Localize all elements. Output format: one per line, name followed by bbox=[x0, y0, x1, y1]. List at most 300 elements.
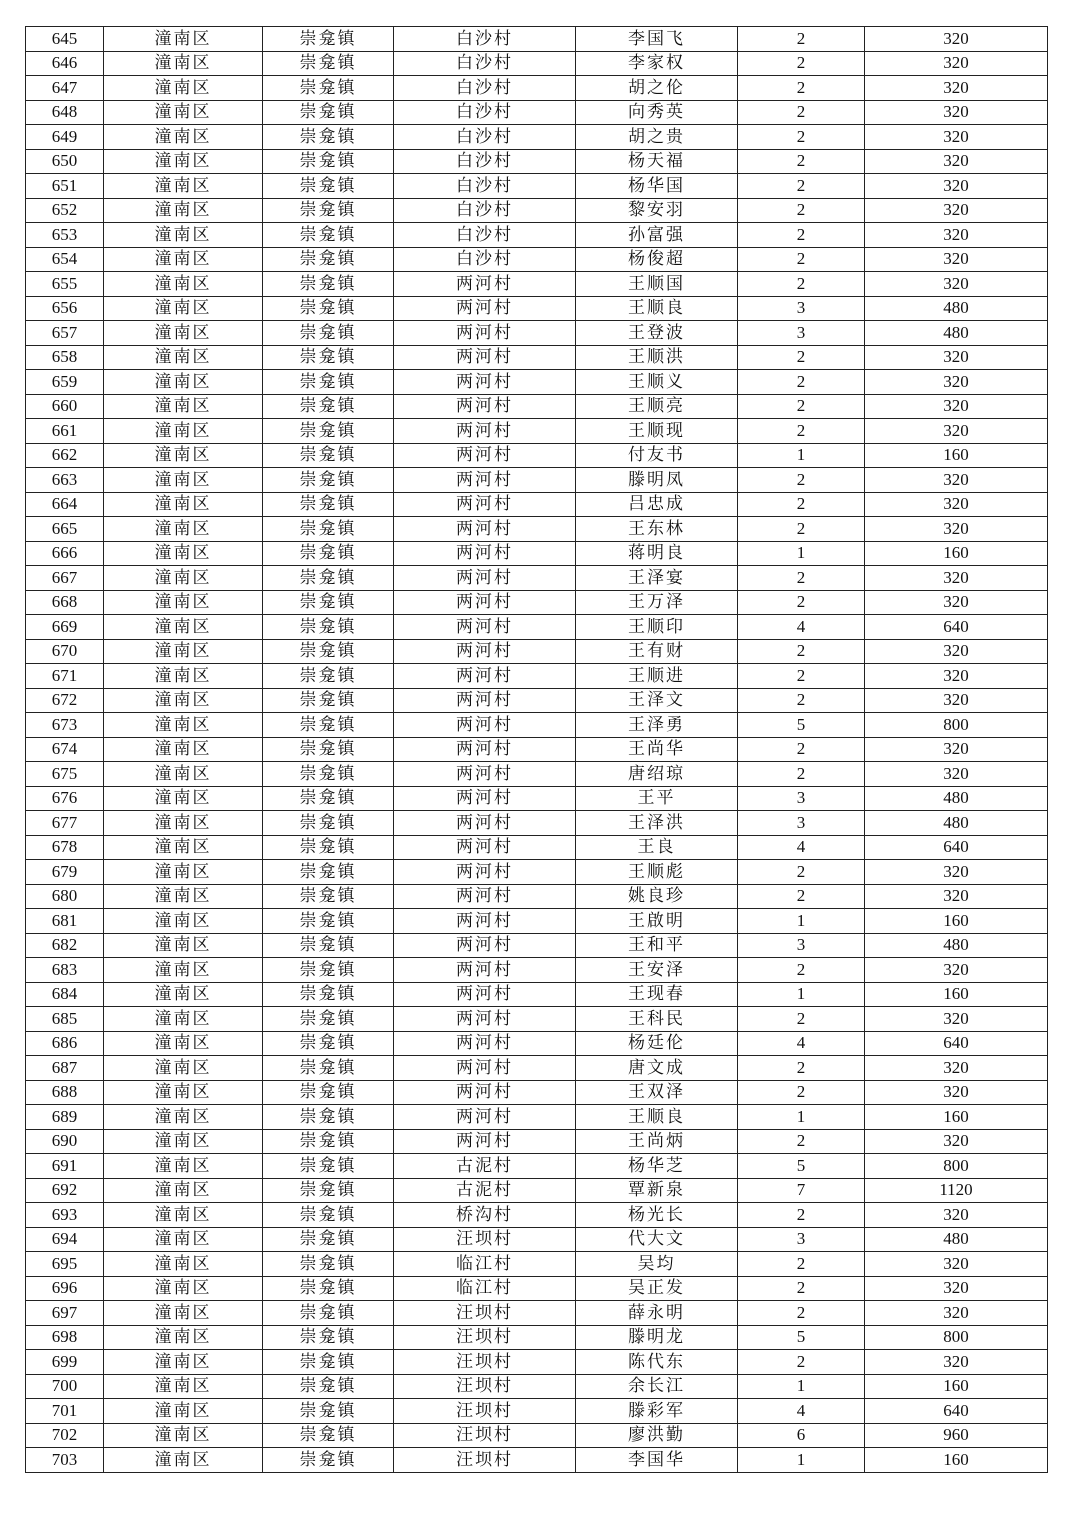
count-cell: 2 bbox=[738, 639, 865, 664]
town-cell: 崇龛镇 bbox=[263, 492, 394, 517]
row-number-cell: 650 bbox=[26, 149, 104, 174]
row-number-cell: 696 bbox=[26, 1276, 104, 1301]
district-cell: 潼南区 bbox=[104, 443, 263, 468]
row-number-cell: 700 bbox=[26, 1374, 104, 1399]
row-number-cell: 675 bbox=[26, 762, 104, 787]
village-cell: 两河村 bbox=[394, 688, 576, 713]
count-cell: 3 bbox=[738, 933, 865, 958]
town-cell: 崇龛镇 bbox=[263, 566, 394, 591]
table-row bbox=[26, 762, 1048, 787]
count-cell: 6 bbox=[738, 1423, 865, 1448]
name-cell: 王顺良 bbox=[576, 1105, 738, 1130]
table-row bbox=[26, 1227, 1048, 1252]
name-cell: 杨华芝 bbox=[576, 1154, 738, 1179]
amount-cell: 320 bbox=[865, 272, 1048, 297]
village-cell: 两河村 bbox=[394, 1105, 576, 1130]
amount-cell: 320 bbox=[865, 468, 1048, 493]
name-cell: 王平 bbox=[576, 786, 738, 811]
village-cell: 白沙村 bbox=[394, 125, 576, 150]
count-cell: 3 bbox=[738, 296, 865, 321]
town-cell: 崇龛镇 bbox=[263, 639, 394, 664]
town-cell: 崇龛镇 bbox=[263, 1301, 394, 1326]
table-row bbox=[26, 27, 1048, 52]
count-cell: 3 bbox=[738, 786, 865, 811]
amount-cell: 160 bbox=[865, 1448, 1048, 1473]
name-cell: 滕明龙 bbox=[576, 1325, 738, 1350]
village-cell: 两河村 bbox=[394, 1129, 576, 1154]
district-cell: 潼南区 bbox=[104, 1227, 263, 1252]
town-cell: 崇龛镇 bbox=[263, 1252, 394, 1277]
amount-cell: 320 bbox=[865, 1056, 1048, 1081]
row-number-cell: 686 bbox=[26, 1031, 104, 1056]
town-cell: 崇龛镇 bbox=[263, 419, 394, 444]
village-cell: 两河村 bbox=[394, 737, 576, 762]
amount-cell: 800 bbox=[865, 1325, 1048, 1350]
village-cell: 桥沟村 bbox=[394, 1203, 576, 1228]
amount-cell: 640 bbox=[865, 835, 1048, 860]
town-cell: 崇龛镇 bbox=[263, 223, 394, 248]
name-cell: 王顺良 bbox=[576, 296, 738, 321]
table-row bbox=[26, 688, 1048, 713]
table-row bbox=[26, 1129, 1048, 1154]
district-cell: 潼南区 bbox=[104, 884, 263, 909]
amount-cell: 960 bbox=[865, 1423, 1048, 1448]
name-cell: 杨俊超 bbox=[576, 247, 738, 272]
town-cell: 崇龛镇 bbox=[263, 860, 394, 885]
count-cell: 1 bbox=[738, 1105, 865, 1130]
district-cell: 潼南区 bbox=[104, 223, 263, 248]
name-cell: 薛永明 bbox=[576, 1301, 738, 1326]
district-cell: 潼南区 bbox=[104, 1276, 263, 1301]
amount-cell: 320 bbox=[865, 737, 1048, 762]
district-cell: 潼南区 bbox=[104, 1399, 263, 1424]
name-cell: 黎安羽 bbox=[576, 198, 738, 223]
village-cell: 两河村 bbox=[394, 713, 576, 738]
town-cell: 崇龛镇 bbox=[263, 982, 394, 1007]
district-cell: 潼南区 bbox=[104, 1105, 263, 1130]
district-cell: 潼南区 bbox=[104, 27, 263, 52]
table-row bbox=[26, 223, 1048, 248]
row-number-cell: 679 bbox=[26, 860, 104, 885]
village-cell: 白沙村 bbox=[394, 51, 576, 76]
name-cell: 王良 bbox=[576, 835, 738, 860]
district-cell: 潼南区 bbox=[104, 1252, 263, 1277]
name-cell: 王顺国 bbox=[576, 272, 738, 297]
town-cell: 崇龛镇 bbox=[263, 786, 394, 811]
town-cell: 崇龛镇 bbox=[263, 1007, 394, 1032]
village-cell: 两河村 bbox=[394, 958, 576, 983]
town-cell: 崇龛镇 bbox=[263, 1105, 394, 1130]
town-cell: 崇龛镇 bbox=[263, 1374, 394, 1399]
amount-cell: 320 bbox=[865, 566, 1048, 591]
table-row bbox=[26, 198, 1048, 223]
amount-cell: 160 bbox=[865, 982, 1048, 1007]
town-cell: 崇龛镇 bbox=[263, 1399, 394, 1424]
table-row bbox=[26, 958, 1048, 983]
name-cell: 王顺现 bbox=[576, 419, 738, 444]
amount-cell: 480 bbox=[865, 321, 1048, 346]
town-cell: 崇龛镇 bbox=[263, 1031, 394, 1056]
village-cell: 临江村 bbox=[394, 1276, 576, 1301]
town-cell: 崇龛镇 bbox=[263, 835, 394, 860]
village-cell: 两河村 bbox=[394, 639, 576, 664]
row-number-cell: 662 bbox=[26, 443, 104, 468]
table-row bbox=[26, 76, 1048, 101]
name-cell: 王双泽 bbox=[576, 1080, 738, 1105]
count-cell: 2 bbox=[738, 958, 865, 983]
table-row bbox=[26, 247, 1048, 272]
count-cell: 4 bbox=[738, 1399, 865, 1424]
table-row bbox=[26, 1399, 1048, 1424]
town-cell: 崇龛镇 bbox=[263, 27, 394, 52]
district-cell: 潼南区 bbox=[104, 149, 263, 174]
row-number-cell: 658 bbox=[26, 345, 104, 370]
village-cell: 两河村 bbox=[394, 982, 576, 1007]
table-row bbox=[26, 786, 1048, 811]
amount-cell: 320 bbox=[865, 1080, 1048, 1105]
table-row bbox=[26, 835, 1048, 860]
count-cell: 2 bbox=[738, 1350, 865, 1375]
table-row bbox=[26, 100, 1048, 125]
table-row bbox=[26, 394, 1048, 419]
village-cell: 两河村 bbox=[394, 933, 576, 958]
town-cell: 崇龛镇 bbox=[263, 76, 394, 101]
count-cell: 2 bbox=[738, 1007, 865, 1032]
town-cell: 崇龛镇 bbox=[263, 468, 394, 493]
amount-cell: 320 bbox=[865, 345, 1048, 370]
town-cell: 崇龛镇 bbox=[263, 909, 394, 934]
count-cell: 1 bbox=[738, 982, 865, 1007]
row-number-cell: 660 bbox=[26, 394, 104, 419]
name-cell: 王顺亮 bbox=[576, 394, 738, 419]
count-cell: 2 bbox=[738, 1056, 865, 1081]
town-cell: 崇龛镇 bbox=[263, 1203, 394, 1228]
village-cell: 白沙村 bbox=[394, 76, 576, 101]
district-cell: 潼南区 bbox=[104, 1423, 263, 1448]
table-row bbox=[26, 713, 1048, 738]
town-cell: 崇龛镇 bbox=[263, 688, 394, 713]
count-cell: 5 bbox=[738, 713, 865, 738]
count-cell: 5 bbox=[738, 1325, 865, 1350]
amount-cell: 320 bbox=[865, 174, 1048, 199]
row-number-cell: 703 bbox=[26, 1448, 104, 1473]
row-number-cell: 657 bbox=[26, 321, 104, 346]
count-cell: 2 bbox=[738, 664, 865, 689]
row-number-cell: 664 bbox=[26, 492, 104, 517]
table-row bbox=[26, 1178, 1048, 1203]
amount-cell: 320 bbox=[865, 76, 1048, 101]
district-cell: 潼南区 bbox=[104, 762, 263, 787]
table-row bbox=[26, 909, 1048, 934]
amount-cell: 320 bbox=[865, 370, 1048, 395]
count-cell: 1 bbox=[738, 1374, 865, 1399]
count-cell: 2 bbox=[738, 884, 865, 909]
table-row bbox=[26, 541, 1048, 566]
village-cell: 白沙村 bbox=[394, 198, 576, 223]
row-number-cell: 692 bbox=[26, 1178, 104, 1203]
amount-cell: 320 bbox=[865, 149, 1048, 174]
amount-cell: 320 bbox=[865, 100, 1048, 125]
count-cell: 2 bbox=[738, 1203, 865, 1228]
row-number-cell: 669 bbox=[26, 615, 104, 640]
district-cell: 潼南区 bbox=[104, 933, 263, 958]
name-cell: 覃新泉 bbox=[576, 1178, 738, 1203]
district-cell: 潼南区 bbox=[104, 1350, 263, 1375]
district-cell: 潼南区 bbox=[104, 982, 263, 1007]
town-cell: 崇龛镇 bbox=[263, 517, 394, 542]
district-cell: 潼南区 bbox=[104, 811, 263, 836]
name-cell: 胡之贵 bbox=[576, 125, 738, 150]
amount-cell: 800 bbox=[865, 713, 1048, 738]
amount-cell: 480 bbox=[865, 811, 1048, 836]
name-cell: 蒋明良 bbox=[576, 541, 738, 566]
amount-cell: 320 bbox=[865, 664, 1048, 689]
count-cell: 4 bbox=[738, 1031, 865, 1056]
district-cell: 潼南区 bbox=[104, 321, 263, 346]
count-cell: 2 bbox=[738, 272, 865, 297]
row-number-cell: 647 bbox=[26, 76, 104, 101]
table-row bbox=[26, 174, 1048, 199]
town-cell: 崇龛镇 bbox=[263, 198, 394, 223]
table-row bbox=[26, 1007, 1048, 1032]
table-row bbox=[26, 296, 1048, 321]
name-cell: 杨天福 bbox=[576, 149, 738, 174]
row-number-cell: 659 bbox=[26, 370, 104, 395]
name-cell: 付友书 bbox=[576, 443, 738, 468]
count-cell: 2 bbox=[738, 76, 865, 101]
village-cell: 白沙村 bbox=[394, 174, 576, 199]
amount-cell: 320 bbox=[865, 27, 1048, 52]
row-number-cell: 645 bbox=[26, 27, 104, 52]
town-cell: 崇龛镇 bbox=[263, 884, 394, 909]
amount-cell: 480 bbox=[865, 933, 1048, 958]
row-number-cell: 677 bbox=[26, 811, 104, 836]
district-cell: 潼南区 bbox=[104, 1178, 263, 1203]
town-cell: 崇龛镇 bbox=[263, 737, 394, 762]
amount-cell: 320 bbox=[865, 1276, 1048, 1301]
count-cell: 2 bbox=[738, 174, 865, 199]
count-cell: 2 bbox=[738, 100, 865, 125]
name-cell: 王顺进 bbox=[576, 664, 738, 689]
name-cell: 吴均 bbox=[576, 1252, 738, 1277]
town-cell: 崇龛镇 bbox=[263, 1178, 394, 1203]
village-cell: 两河村 bbox=[394, 1007, 576, 1032]
count-cell: 2 bbox=[738, 27, 865, 52]
village-cell: 两河村 bbox=[394, 468, 576, 493]
table-row bbox=[26, 1252, 1048, 1277]
town-cell: 崇龛镇 bbox=[263, 272, 394, 297]
count-cell: 2 bbox=[738, 1276, 865, 1301]
table-row bbox=[26, 492, 1048, 517]
table-row bbox=[26, 1154, 1048, 1179]
name-cell: 王现春 bbox=[576, 982, 738, 1007]
amount-cell: 640 bbox=[865, 1399, 1048, 1424]
name-cell: 杨光长 bbox=[576, 1203, 738, 1228]
district-cell: 潼南区 bbox=[104, 76, 263, 101]
town-cell: 崇龛镇 bbox=[263, 958, 394, 983]
table-row bbox=[26, 1080, 1048, 1105]
count-cell: 2 bbox=[738, 762, 865, 787]
row-number-cell: 691 bbox=[26, 1154, 104, 1179]
amount-cell: 320 bbox=[865, 198, 1048, 223]
count-cell: 3 bbox=[738, 811, 865, 836]
count-cell: 4 bbox=[738, 615, 865, 640]
amount-cell: 320 bbox=[865, 688, 1048, 713]
row-number-cell: 652 bbox=[26, 198, 104, 223]
town-cell: 崇龛镇 bbox=[263, 541, 394, 566]
district-cell: 潼南区 bbox=[104, 1056, 263, 1081]
village-cell: 汪坝村 bbox=[394, 1301, 576, 1326]
count-cell: 2 bbox=[738, 198, 865, 223]
district-cell: 潼南区 bbox=[104, 590, 263, 615]
name-cell: 王安泽 bbox=[576, 958, 738, 983]
town-cell: 崇龛镇 bbox=[263, 615, 394, 640]
name-cell: 王顺义 bbox=[576, 370, 738, 395]
district-cell: 潼南区 bbox=[104, 272, 263, 297]
amount-cell: 480 bbox=[865, 786, 1048, 811]
row-number-cell: 661 bbox=[26, 419, 104, 444]
town-cell: 崇龛镇 bbox=[263, 1276, 394, 1301]
name-cell: 王尚华 bbox=[576, 737, 738, 762]
row-number-cell: 671 bbox=[26, 664, 104, 689]
table-row bbox=[26, 860, 1048, 885]
name-cell: 余长江 bbox=[576, 1374, 738, 1399]
count-cell: 2 bbox=[738, 125, 865, 150]
count-cell: 2 bbox=[738, 370, 865, 395]
table-row bbox=[26, 982, 1048, 1007]
amount-cell: 800 bbox=[865, 1154, 1048, 1179]
row-number-cell: 690 bbox=[26, 1129, 104, 1154]
amount-cell: 320 bbox=[865, 762, 1048, 787]
village-cell: 汪坝村 bbox=[394, 1448, 576, 1473]
table-row bbox=[26, 1276, 1048, 1301]
village-cell: 白沙村 bbox=[394, 247, 576, 272]
district-cell: 潼南区 bbox=[104, 100, 263, 125]
town-cell: 崇龛镇 bbox=[263, 1154, 394, 1179]
name-cell: 王泽洪 bbox=[576, 811, 738, 836]
district-cell: 潼南区 bbox=[104, 1301, 263, 1326]
district-cell: 潼南区 bbox=[104, 51, 263, 76]
village-cell: 汪坝村 bbox=[394, 1399, 576, 1424]
district-cell: 潼南区 bbox=[104, 1031, 263, 1056]
row-number-cell: 685 bbox=[26, 1007, 104, 1032]
table-row bbox=[26, 1031, 1048, 1056]
row-number-cell: 668 bbox=[26, 590, 104, 615]
district-cell: 潼南区 bbox=[104, 958, 263, 983]
row-number-cell: 702 bbox=[26, 1423, 104, 1448]
count-cell: 2 bbox=[738, 688, 865, 713]
row-number-cell: 654 bbox=[26, 247, 104, 272]
village-cell: 两河村 bbox=[394, 1056, 576, 1081]
amount-cell: 320 bbox=[865, 125, 1048, 150]
row-number-cell: 683 bbox=[26, 958, 104, 983]
count-cell: 2 bbox=[738, 223, 865, 248]
village-cell: 临江村 bbox=[394, 1252, 576, 1277]
town-cell: 崇龛镇 bbox=[263, 100, 394, 125]
name-cell: 王顺洪 bbox=[576, 345, 738, 370]
amount-cell: 320 bbox=[865, 1301, 1048, 1326]
table-row bbox=[26, 345, 1048, 370]
name-cell: 王泽宴 bbox=[576, 566, 738, 591]
name-cell: 吴正发 bbox=[576, 1276, 738, 1301]
count-cell: 1 bbox=[738, 1448, 865, 1473]
count-cell: 2 bbox=[738, 468, 865, 493]
table-row bbox=[26, 125, 1048, 150]
count-cell: 2 bbox=[738, 566, 865, 591]
village-cell: 两河村 bbox=[394, 909, 576, 934]
name-cell: 王尚炳 bbox=[576, 1129, 738, 1154]
town-cell: 崇龛镇 bbox=[263, 1325, 394, 1350]
name-cell: 王和平 bbox=[576, 933, 738, 958]
name-cell: 王有财 bbox=[576, 639, 738, 664]
village-cell: 两河村 bbox=[394, 590, 576, 615]
village-cell: 古泥村 bbox=[394, 1154, 576, 1179]
district-cell: 潼南区 bbox=[104, 247, 263, 272]
amount-cell: 320 bbox=[865, 639, 1048, 664]
count-cell: 2 bbox=[738, 1301, 865, 1326]
village-cell: 白沙村 bbox=[394, 100, 576, 125]
town-cell: 崇龛镇 bbox=[263, 590, 394, 615]
row-number-cell: 655 bbox=[26, 272, 104, 297]
town-cell: 崇龛镇 bbox=[263, 1423, 394, 1448]
row-number-cell: 693 bbox=[26, 1203, 104, 1228]
table-body bbox=[26, 27, 1048, 1473]
count-cell: 7 bbox=[738, 1178, 865, 1203]
table-row bbox=[26, 443, 1048, 468]
district-cell: 潼南区 bbox=[104, 639, 263, 664]
district-cell: 潼南区 bbox=[104, 786, 263, 811]
amount-cell: 320 bbox=[865, 223, 1048, 248]
name-cell: 王啟明 bbox=[576, 909, 738, 934]
district-cell: 潼南区 bbox=[104, 737, 263, 762]
row-number-cell: 678 bbox=[26, 835, 104, 860]
town-cell: 崇龛镇 bbox=[263, 149, 394, 174]
village-cell: 两河村 bbox=[394, 664, 576, 689]
amount-cell: 320 bbox=[865, 958, 1048, 983]
town-cell: 崇龛镇 bbox=[263, 811, 394, 836]
table-row bbox=[26, 1325, 1048, 1350]
district-cell: 潼南区 bbox=[104, 1325, 263, 1350]
district-cell: 潼南区 bbox=[104, 664, 263, 689]
district-cell: 潼南区 bbox=[104, 517, 263, 542]
village-cell: 两河村 bbox=[394, 786, 576, 811]
district-cell: 潼南区 bbox=[104, 394, 263, 419]
row-number-cell: 672 bbox=[26, 688, 104, 713]
town-cell: 崇龛镇 bbox=[263, 296, 394, 321]
table-row bbox=[26, 566, 1048, 591]
table-row bbox=[26, 1301, 1048, 1326]
name-cell: 陈代东 bbox=[576, 1350, 738, 1375]
amount-cell: 320 bbox=[865, 51, 1048, 76]
count-cell: 2 bbox=[738, 1252, 865, 1277]
village-cell: 两河村 bbox=[394, 835, 576, 860]
count-cell: 2 bbox=[738, 517, 865, 542]
village-cell: 两河村 bbox=[394, 615, 576, 640]
name-cell: 王泽勇 bbox=[576, 713, 738, 738]
village-cell: 古泥村 bbox=[394, 1178, 576, 1203]
count-cell: 3 bbox=[738, 321, 865, 346]
name-cell: 王顺印 bbox=[576, 615, 738, 640]
name-cell: 吕忠成 bbox=[576, 492, 738, 517]
village-cell: 汪坝村 bbox=[394, 1350, 576, 1375]
district-cell: 潼南区 bbox=[104, 370, 263, 395]
name-cell: 姚良珍 bbox=[576, 884, 738, 909]
district-cell: 潼南区 bbox=[104, 419, 263, 444]
amount-cell: 320 bbox=[865, 419, 1048, 444]
row-number-cell: 653 bbox=[26, 223, 104, 248]
table-row bbox=[26, 1203, 1048, 1228]
name-cell: 王泽文 bbox=[576, 688, 738, 713]
